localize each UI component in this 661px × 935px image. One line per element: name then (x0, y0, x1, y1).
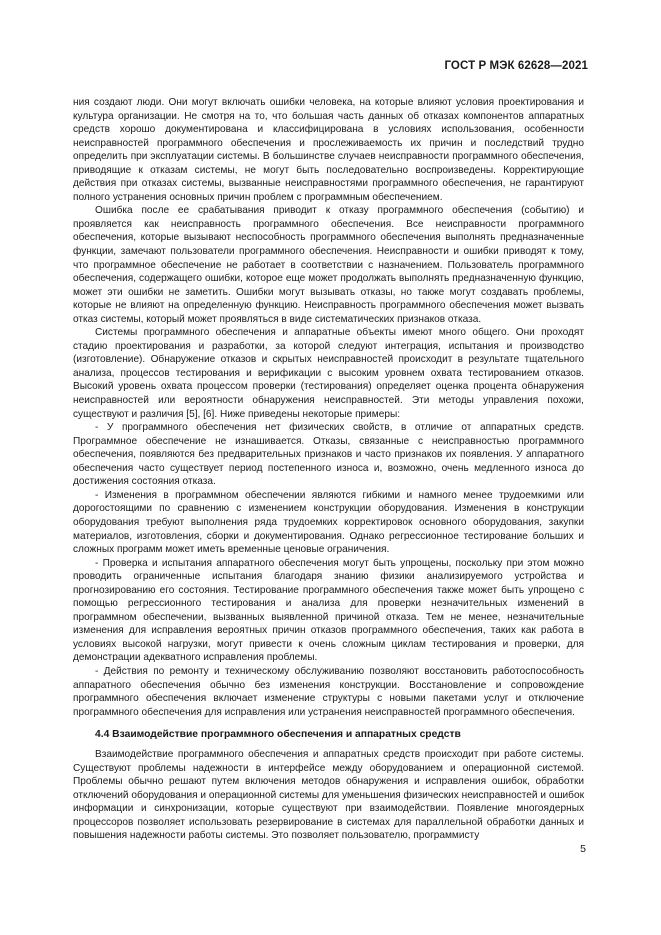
list-item-maintenance: - Действия по ремонту и техническому обслуживанию позволяют восстановить работоспособность аппаратного обеспечения обычно без изменения конструкции. Восстановление и сопровождение программного обеспечения включает изменение структуры с новыми пакетами услуг и отключение программного обеспечения для исправления или устранения неисправностей программного обеспечения. (73, 665, 584, 718)
list-item-software-changes: - Изменения в программном обеспечении являются гибкими и намного менее трудоемкими или дорогостоящими по сравнению с изменением конструкции оборудования. Изменения в конструкции оборудования требуют выполнения ряда трудоемких корректировок основного оборудования, закупки материалов, изготовления, сборки и документирования. Однако регрессионное тестирование больших и сложных программ может иметь временные ценовые ограничения. (73, 489, 584, 556)
paragraph-systems-common: Системы программного обеспечения и аппаратные объекты имеют много общего. Они проходят стадию проектирования и разработки, за которой следуют интеграция, испытания и производство (изготовление). Обнаружение отказов и скрытых неисправностей происходит в результате тщательного анализа, процессов тестирования и верификации с высоким уровнем охвата тестированием отказов. Высокий уровень охвата процессом проверки (тестирования) определяет оценка процента обнаружения неисправностей или вероятности обнаружения неисправностей. Эти методы управления похожи, существуют и различия [5], [6]. Ниже приведены некоторые примеры: (73, 327, 584, 420)
paragraph-interaction: Взаимодействие программного обеспечения и аппаратных средств происходит при работе системы. Существуют проблемы надежности в интерфейсе между оборудованием и операционной системой. Проблемы обычно решают путем включения методов обнаружения и исправления ошибок, обработки отключений оборудования и операционной системы для уменьшения физических неисправностей и ошибок информации и синхронизации, которые существуют при взаимодействии. Появление многоядерных процессоров позволяет использовать резервирование в системах для параллельной обработки данных и повышения надежности работы системы. Это позволяет пользователю, программисту (73, 749, 584, 842)
list-item-testing: - Проверка и испытания аппаратного обеспечения могут быть упрощены, поскольку при этом можно проводить ограниченные испытания благодаря знанию физики анализируемого устройства и прогнозированию его состояния. Тестирование программного обеспечения также может быть упрощено с помощью регрессионного тестирования и анализа для проверки незначительных изменений в программном обеспечении, вызванных выявленной причиной отказа. Тем не менее, незначительные изменения для исправления вероятных причин отказов программного обеспечения, таких как работа в условиях высокой нагрузки, могут привести к очень сложным циклам тестирования и проверки, для демонстрации адекватного исправления проблемы. (73, 557, 584, 664)
page-number: 5 (580, 843, 586, 855)
paragraph-software-error: Ошибка после ее срабатывания приводит к отказу программного обеспечения (событию) и проявляется как неисправность программного обеспечения. Все неисправности программного обеспечения, которые вызывают неспособность программного обеспечения выполнять предназначенные функции, замечают пользователи программного обеспечения. Неисправности и ошибки приводят к тому, что программное обеспечение не работает в соответствии с назначением. Пользователь программного обеспечения, содержащего ошибки, которое еще может продолжать выполнять предназначенную функцию, может эти ошибки не заметить. Ошибки могут вызывать отказы, но также могут создавать проблемы, которые не влияют на определенную функцию. Неисправность программного обеспечения может вызвать отказ системы, который может проявляться в виде систематических признаков отказа. (73, 205, 584, 325)
paragraph-continuation: ния создают люди. Они могут включать ошибки человека, на которые влияют условия проектирования и культура организации. Не смотря на то, что большая часть данных об отказах компонентов аппаратных средств хорошо документирована и классифицирована в условиях использования, особенности неисправностей программного обеспечения и прослеживаемость их причин и последствий трудно определить при эксплуатации системы. В большинстве случаев неисправности программного обеспечения, приводящие к отказам системы, не могут быть последовательно воспроизведены. Корректирующие действия при отказах системы, вызванные неисправностями программного обеспечения, не гарантируют полного устранения основных причин проблем с программным обеспечением. (73, 97, 584, 203)
document-standard-header: ГОСТ Р МЭК 62628—2021 (444, 60, 588, 72)
document-body (73, 96, 584, 843)
list-item-physical-properties: - У программного обеспечения нет физических свойств, в отличие от аппаратных средств. Программное обеспечение не изнашивается. Отказы, связанные с неисправностью программного обеспечения, появляются без предварительных признаков и часто признаков их появления. У аппаратного обеспечения часто существует период постепенного износа и, возможно, очень медленного износа до достижения состояния отказа. (73, 422, 584, 488)
section-heading: 4.4 Взаимодействие программного обеспечения и аппаратных средств (95, 729, 461, 741)
